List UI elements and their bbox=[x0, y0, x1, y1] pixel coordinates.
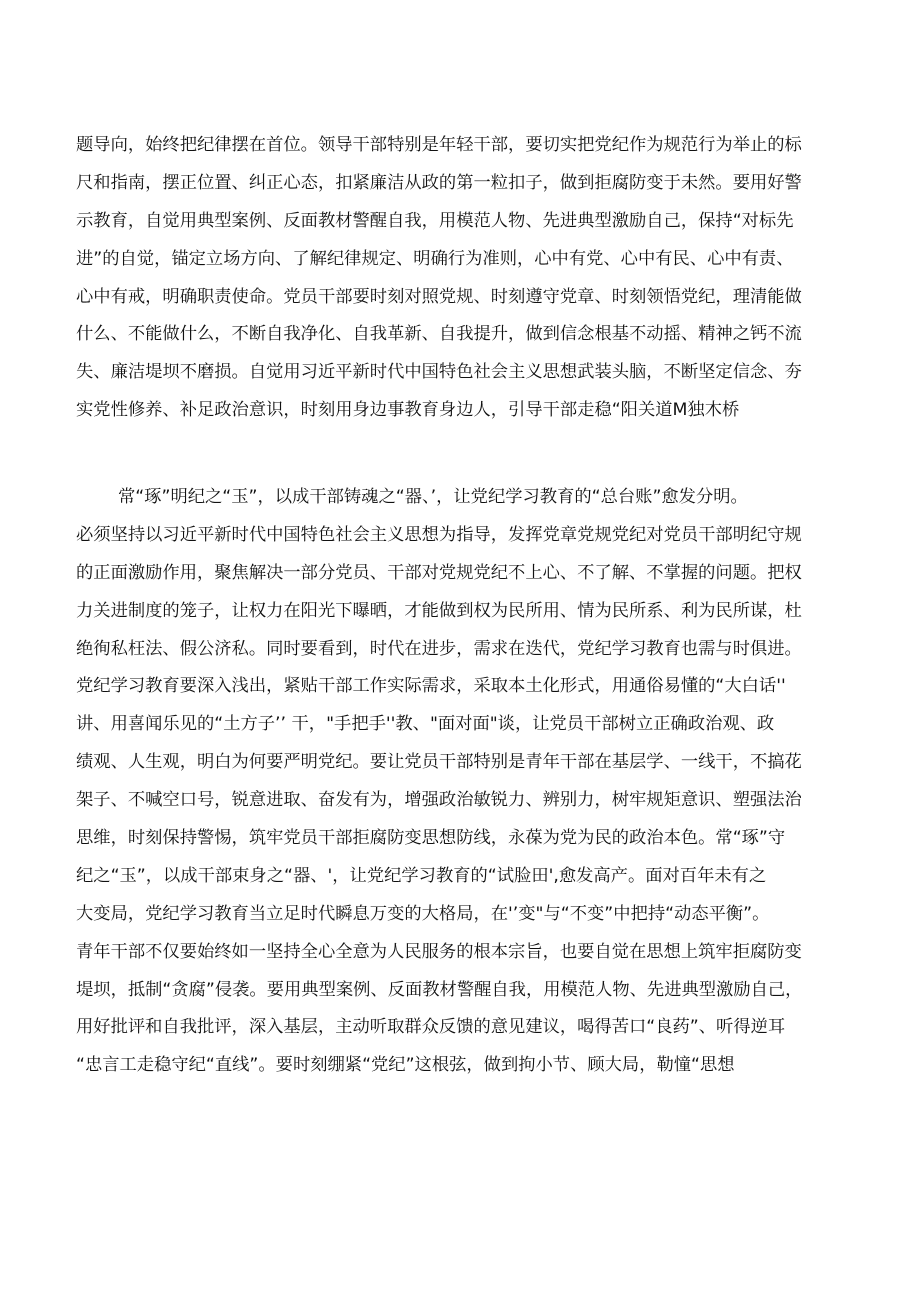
text-line: 示教育，自觉用典型案例、反面教材警醒自我，用模范人物、先进典型激励自己，保持“对标先 bbox=[76, 210, 794, 231]
paragraph-1 bbox=[76, 127, 876, 430]
text-line: 必须坚持以习近平新时代中国特色社会主义思想为指导，发挥党章党规党纪对党员干部明纪守规 bbox=[76, 524, 802, 545]
text-line: 题导向，始终把纪律摆在首位。领导干部特别是年轻干部，要切实把党纪作为规范行为举止的标 bbox=[76, 135, 802, 155]
text-line: 架子、不喊空口号，锐意进取、奋发有为，增强政治敏锐力、辨别力，树牢规矩意识、塑强法治 bbox=[76, 790, 802, 811]
text-line: 讲、用喜闻乐见的“土方子’’ 干，"手把手''教、"面对面"谈，让党员干部树立正确政治观、政 bbox=[76, 714, 775, 735]
text-line: 尺和指南，摆正位置、纠正心态，扣紧廉洁从政的第一粒扣子，做到拒腐防变于未然。要用好警 bbox=[76, 172, 802, 193]
text-line: 绩观、人生观，明白为何要严明党纪。要让党员干部特别是青年干部在基层学、一线干，不搞花 bbox=[76, 752, 802, 773]
text-line: 力关进制度的笼子，让权力在阳光下曝晒，才能做到权为民所用、情为民所系、利为民所谋，杜 bbox=[76, 600, 802, 621]
text-line: 实党性修养、补足政治意识，时刻用身边事教育身边人，引导干部走稳“阳关道M独木桥 bbox=[76, 400, 740, 421]
text-line: 用好批评和自我批评，深入基层，主动听取群众反馈的意见建议，喝得苦口“良药”、听得逆耳 bbox=[76, 1017, 786, 1038]
text-line: 进”的自觉，锚定立场方向、了解纪律规定、明确行为准则，心中有党、心中有民、心中有责、 bbox=[76, 248, 794, 269]
text-line-first: 常“琢”明纪之“玉”，以成干部铸魂之“器、’，让党纪学习教育的“总台账”愈发分明。 bbox=[118, 487, 748, 507]
text-line: 纪之“玉”，以成干部束身之“器、'，让党纪学习教育的“试脸田',愈发高产。面对百年未有之 bbox=[76, 865, 767, 886]
text-line: 大变局，党纪学习教育当立足时代瞬息万变的大格局，在'’变"与“不变”中把持“动态平衡”。 bbox=[76, 903, 770, 924]
text-line: “忠言工走稳守纪“直线”。要时刻绷紧“党纪”这根弦，做到拘小节、顾大局，勒憧“思想 bbox=[76, 1055, 735, 1076]
text-line: 失、廉洁堤坝不磨损。自觉用习近平新时代中国特色社会主义思想武装头脑，不断坚定信念、夯 bbox=[76, 362, 802, 383]
text-line: 的正面激励作用，聚焦解决一部分党员、干部对党规党纪不上心、不了解、不掌握的问题。把权 bbox=[76, 562, 802, 583]
paragraph-2 bbox=[76, 479, 876, 1085]
text-line: 什么、不能做什么，不断自我净化、自我革新、自我提升，做到信念根基不动摇、精神之钙不流 bbox=[76, 324, 802, 345]
text-line: 党纪学习教育要深入浅出，紧贴干部工作实际需求，采取本土化形式，用通俗易懂的“大白话'' bbox=[76, 676, 786, 697]
text-line: 青年干部不仅要始终如一坚持全心全意为人民服务的根本宗旨，也要自觉在思想上筑牢拒腐防变 bbox=[76, 941, 802, 962]
text-line: 思维，时刻保持警惕，筑牢党员干部拒腐防变思想防线，永葆为党为民的政治本色。常“琢”守 bbox=[76, 828, 786, 849]
text-line: 堤坝，抵制“贪腐”侵袭。要用典型案例、反面教材警醒自我，用模范人物、先进典型激励自己， bbox=[76, 979, 803, 1000]
text-line: 心中有戒，明确职责使命。党员干部要时刻对照党规、时刻遵守党章、时刻领悟党纪，理清能做 bbox=[76, 286, 802, 307]
text-line: 绝徇私枉法、假公济私。同时要看到，时代在进步，需求在迭代，党纪学习教育也需与时俱进。 bbox=[76, 638, 802, 659]
